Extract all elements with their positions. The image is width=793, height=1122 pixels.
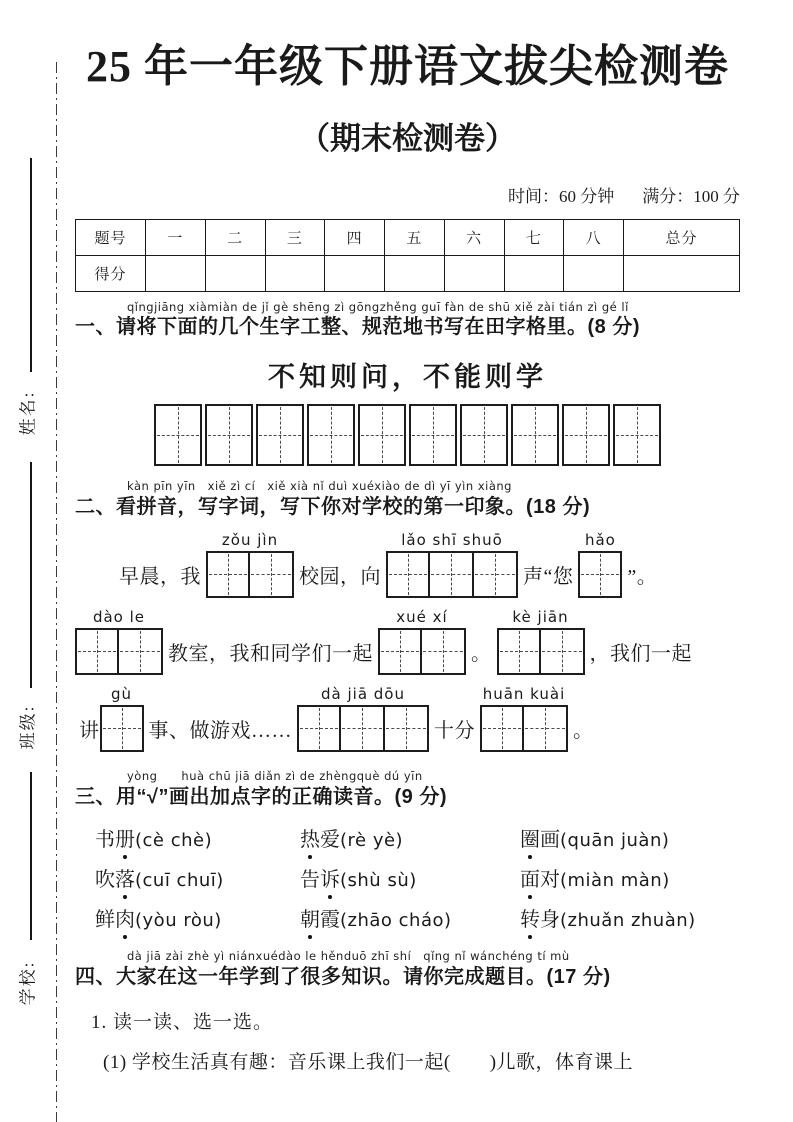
score-table-header: 八 [564, 219, 624, 255]
word-char: 告 [300, 868, 320, 891]
sentence-text: ”。 [627, 565, 658, 588]
answer-box[interactable] [297, 705, 341, 752]
word-item [300, 823, 520, 852]
pinyin-options[interactable]: (miàn màn) [560, 869, 670, 891]
fill-line-2 [75, 608, 740, 675]
exam-meta [75, 182, 740, 207]
tianzige-cell[interactable] [562, 404, 610, 466]
word-char: 诉 [320, 863, 340, 892]
word-char: 吹 [95, 868, 115, 891]
tianzige-cell[interactable] [511, 404, 559, 466]
answer-box-group[interactable] [480, 685, 568, 752]
word-item [520, 863, 740, 892]
score-table-header: 六 [444, 219, 504, 255]
word-char: 身 [540, 908, 560, 931]
answer-box[interactable] [524, 705, 568, 752]
word-char: 鲜 [95, 908, 115, 931]
paper-title: 25 年一年级下册语文拔尖检测卷 [86, 42, 729, 91]
answer-box[interactable] [75, 628, 119, 675]
tianzige-cell[interactable] [460, 404, 508, 466]
word-char: 对 [540, 868, 560, 891]
sentence-text: 十分 [434, 719, 475, 742]
pronunciation-items [75, 823, 740, 932]
box-pinyin: zǒu jìn [221, 530, 279, 549]
paper-subtitle: （期末检测卷） [299, 120, 516, 156]
section3-heading: 三、用“√”画出加点字的正确读音。(9 分) [75, 785, 447, 808]
word-char: 热 [300, 823, 320, 852]
box-pinyin: xué xí [396, 607, 448, 626]
sentence-text: ，我们一起 [589, 642, 692, 665]
answer-box-group[interactable] [297, 685, 429, 752]
fill-line-3 [79, 685, 740, 752]
section4-heading: 四、大家在这一年学到了很多知识。请你完成题目。(17 分) [75, 965, 611, 988]
answer-box[interactable] [250, 551, 294, 598]
answer-box-group[interactable] [206, 531, 294, 598]
pinyin-options[interactable]: (shù sù) [340, 869, 417, 891]
word-item [520, 903, 740, 932]
section1-heading: 一、请将下面的几个生字工整、规范地书写在田字格里。(8 分) [75, 315, 640, 338]
sentence-text: 声“您 [523, 565, 574, 588]
answer-box[interactable] [541, 628, 585, 675]
score-table [75, 219, 740, 292]
word-char: 面 [520, 863, 540, 892]
section4-pinyin: dà jiā zài zhè yì niánxuédào le hěnduō zhī shí qǐng nǐ wánchéng tí mù [127, 948, 570, 963]
tianzige-cell[interactable] [613, 404, 661, 466]
tianzige-cell[interactable] [154, 404, 202, 466]
word-item [520, 823, 740, 852]
tianzige-cell[interactable] [205, 404, 253, 466]
pinyin-options[interactable]: (zhāo cháo) [340, 909, 452, 931]
answer-box[interactable] [386, 551, 430, 598]
box-pinyin: hǎo [584, 530, 616, 549]
copy-characters: 不知则问，不能则学 [268, 361, 547, 392]
box-pinyin: dào le [92, 607, 146, 626]
section2-pinyin: kàn pīn yīn xiě zì cí xiě xià nǐ duì xuéxiào de dì yī yìn xiàng [127, 478, 512, 493]
word-char: 圈 [520, 823, 540, 852]
answer-box[interactable] [206, 551, 250, 598]
full-score: 满分：100 分 [642, 186, 740, 206]
section2-heading: 二、看拼音，写字词，写下你对学校的第一印象。(18 分) [75, 495, 591, 518]
sentence-text: 事、做游戏…… [148, 719, 292, 742]
sentence-text: 。 [573, 719, 594, 742]
score-cell[interactable] [564, 255, 624, 291]
pinyin-options[interactable]: (yòu ròu) [135, 909, 222, 931]
answer-box-group[interactable] [578, 531, 622, 598]
box-pinyin: dà jiā dōu [321, 684, 405, 703]
pinyin-options[interactable]: (rè yè) [340, 829, 404, 851]
tianzige-cell[interactable] [358, 404, 406, 466]
word-char: 书 [95, 828, 115, 851]
answer-box[interactable] [578, 551, 622, 598]
sentence-text: 教室，我和同学们一起 [168, 642, 373, 665]
score-cell[interactable] [624, 255, 740, 291]
answer-box[interactable] [100, 705, 144, 752]
answer-box[interactable] [341, 705, 385, 752]
time-limit: 时间：60 分钟 [508, 186, 615, 206]
word-char: 朝 [300, 903, 320, 932]
sentence-text: 讲 [79, 719, 100, 742]
score-table-header: 总分 [624, 219, 740, 255]
box-pinyin: huān kuài [482, 684, 566, 703]
score-cell[interactable] [444, 255, 504, 291]
answer-box-group[interactable] [378, 608, 466, 675]
school-label: 学校: [18, 960, 38, 1006]
answer-box-group[interactable] [100, 685, 144, 752]
score-table-header-row [76, 219, 740, 255]
score-cell[interactable] [504, 255, 564, 291]
word-char: 霞 [320, 908, 340, 931]
score-table-header: 四 [325, 219, 385, 255]
fold-dash-line [56, 62, 57, 1122]
tianzige-row [75, 404, 740, 466]
answer-box-group[interactable] [497, 608, 585, 675]
fill-line-1 [119, 531, 740, 598]
answer-box[interactable] [119, 628, 163, 675]
section3-pinyin: yòng huà chū jiā diǎn zì de zhèngquè dú yīn [127, 768, 423, 783]
answer-box-group[interactable] [75, 608, 163, 675]
subquestion-1: 1. 读一读、选一选。 [91, 1011, 274, 1033]
tianzige-cell[interactable] [307, 404, 355, 466]
word-item [300, 863, 520, 892]
school-blank-line[interactable] [30, 772, 32, 940]
answer-box[interactable] [385, 705, 429, 752]
pinyin-options[interactable]: (cè chè) [135, 829, 213, 851]
sentence-text: 校园，向 [299, 565, 381, 588]
answer-box[interactable] [497, 628, 541, 675]
box-pinyin: kè jiān [512, 607, 569, 626]
name-label: 姓名: [18, 390, 38, 436]
word-item [300, 903, 520, 932]
word-char: 肉 [115, 903, 135, 932]
word-item [95, 903, 300, 932]
tianzige-cell[interactable] [256, 404, 304, 466]
score-table-header: 七 [504, 219, 564, 255]
tianzige-cell[interactable] [409, 404, 457, 466]
score-table-header: 二 [205, 219, 265, 255]
score-table-header: 题号 [76, 219, 146, 255]
answer-box-group[interactable] [386, 531, 518, 598]
answer-box[interactable] [480, 705, 524, 752]
score-table-header: 一 [146, 219, 206, 255]
score-table-header: 五 [385, 219, 445, 255]
sentence-text: 。 [471, 642, 492, 665]
name-blank-line[interactable] [30, 158, 32, 372]
paper-content [75, 0, 740, 1074]
answer-box[interactable] [474, 551, 518, 598]
score-table-score-row [76, 255, 740, 291]
score-table-header: 三 [265, 219, 325, 255]
pinyin-options[interactable]: (zhuǎn zhuàn) [560, 909, 696, 931]
word-char: 落 [115, 863, 135, 892]
word-item [95, 863, 300, 892]
word-item [95, 823, 300, 852]
class-label: 班级: [18, 704, 38, 750]
answer-box[interactable] [378, 628, 422, 675]
word-char: 爱 [320, 828, 340, 851]
score-cell[interactable] [205, 255, 265, 291]
box-pinyin: gù [110, 684, 133, 703]
box-pinyin: lǎo shī shuō [401, 530, 503, 549]
word-char: 画 [540, 828, 560, 851]
answer-box[interactable] [422, 628, 466, 675]
score-cell[interactable] [146, 255, 206, 291]
score-row-label: 得分 [76, 255, 146, 291]
score-cell[interactable] [385, 255, 445, 291]
word-char: 转 [520, 903, 540, 932]
pinyin-options[interactable]: (cuī chuī) [135, 869, 224, 891]
word-char: 册 [115, 823, 135, 852]
score-cell[interactable] [265, 255, 325, 291]
sentence-text: 早晨，我 [119, 565, 201, 588]
pinyin-options[interactable]: (quān juàn) [560, 829, 670, 851]
subquestion-1-1: (1) 学校生活真有趣：音乐课上我们一起( )儿歌，体育课上 [103, 1051, 634, 1073]
answer-box[interactable] [430, 551, 474, 598]
class-blank-line[interactable] [30, 462, 32, 688]
section1-pinyin: qǐngjiāng xiàmiàn de jǐ gè shēng zì gōngzhěng guī fàn de shū xiě zài tián zì gé lǐ [127, 299, 629, 314]
score-cell[interactable] [325, 255, 385, 291]
